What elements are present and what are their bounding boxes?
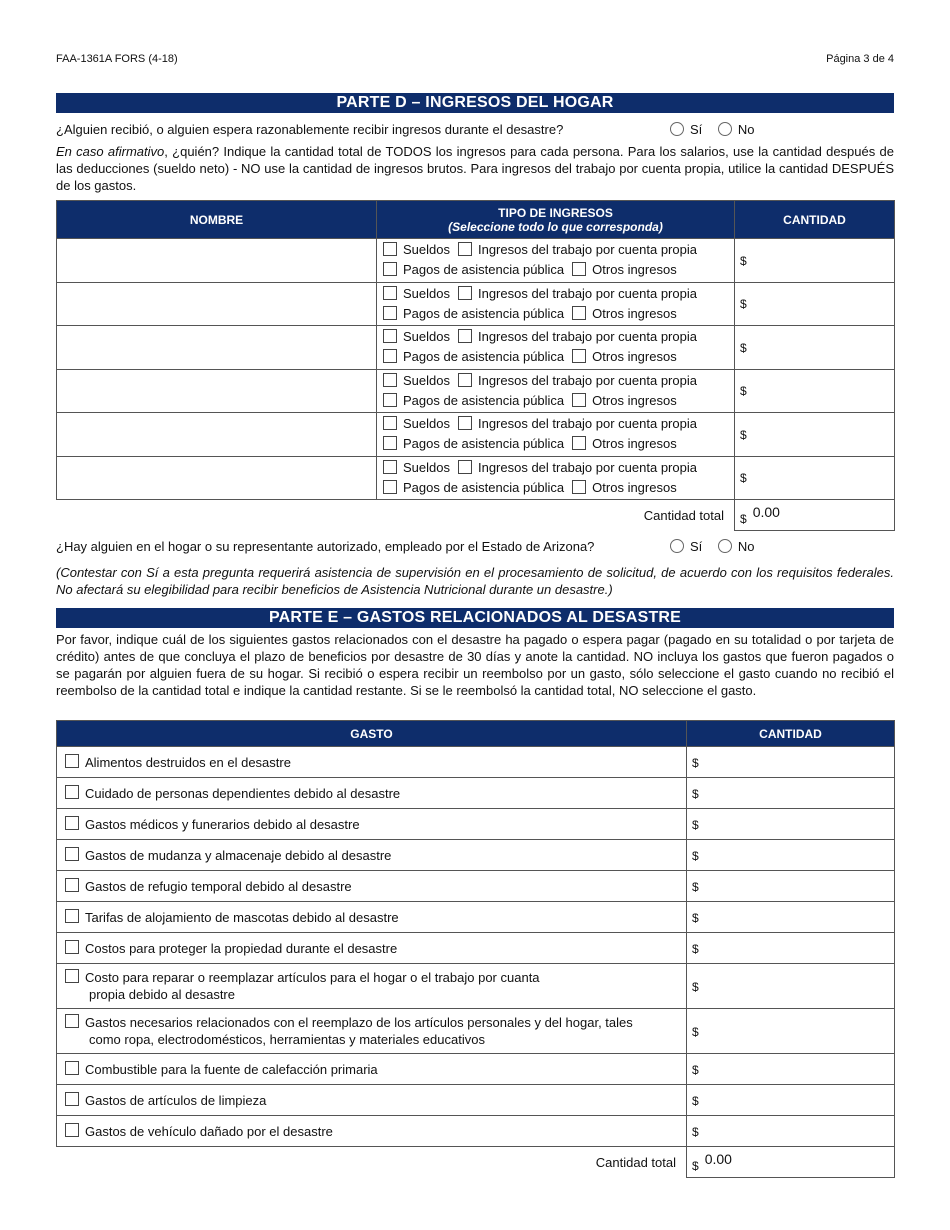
expense-amount-field[interactable] <box>687 871 895 902</box>
income-yes-label: Sí <box>690 122 703 137</box>
income-instructions-italic: En caso afirmativo <box>56 144 165 159</box>
expense-currency: $ <box>692 941 699 956</box>
state-employee-yes-radio[interactable] <box>670 539 684 553</box>
income-total-cell <box>735 500 895 531</box>
expense-row <box>57 809 895 840</box>
income-no-radio[interactable] <box>718 122 732 136</box>
expense-amount-field[interactable] <box>687 840 895 871</box>
income-question-text: ¿Alguien recibió, o alguien espera razonablemente recibir ingresos durante el desastre? <box>56 122 564 137</box>
expense-currency: $ <box>692 910 699 925</box>
wages-label: Sueldos <box>403 242 450 258</box>
other-income-checkbox[interactable] <box>572 306 586 320</box>
col-type-header <box>377 201 735 239</box>
col-name-header: NOMBRE <box>57 201 377 239</box>
income-amount-field[interactable] <box>735 282 895 326</box>
expense-amount-field[interactable] <box>687 778 895 809</box>
part-e-title: PARTE E – GASTOS RELACIONADOS AL DESASTRE <box>56 608 894 628</box>
income-total-label: Cantidad total <box>643 507 724 523</box>
income-name-field[interactable] <box>57 282 377 326</box>
self-employment-label: Ingresos del trabajo por cuenta propia <box>477 459 697 475</box>
other-income-label: Otros ingresos <box>592 392 677 408</box>
income-amount-field[interactable] <box>735 456 895 500</box>
expenses-table <box>56 720 895 1178</box>
self-employment-checkbox[interactable] <box>458 286 472 300</box>
expense-currency: $ <box>692 786 699 801</box>
income-name-field[interactable] <box>57 456 377 500</box>
wages-checkbox[interactable] <box>383 373 397 387</box>
expense-label: Combustible para la fuente de calefacción primaria <box>85 1061 378 1077</box>
self-employment-label: Ingresos del trabajo por cuenta propia <box>477 285 697 301</box>
self-employment-label: Ingresos del trabajo por cuenta propia <box>477 416 697 432</box>
expense-amount-field[interactable] <box>687 1054 895 1085</box>
expense-row <box>57 964 895 1009</box>
other-income-label: Otros ingresos <box>592 262 677 278</box>
expenses-total-currency: $ <box>692 1159 699 1173</box>
expense-currency: $ <box>692 979 699 994</box>
income-yes-radio[interactable] <box>670 122 684 136</box>
income-row <box>57 413 895 457</box>
public-assistance-label: Pagos de asistencia pública <box>403 262 565 278</box>
expense-amount-field[interactable] <box>687 1116 895 1147</box>
expense-currency: $ <box>692 755 699 770</box>
expense-label: Tarifas de alojamiento de mascotas debido al desastre <box>85 909 399 925</box>
income-currency: $ <box>740 297 747 312</box>
income-type-line-2 <box>377 434 734 454</box>
income-row <box>57 282 895 326</box>
public-assistance-label: Pagos de asistencia pública <box>403 349 565 365</box>
other-income-checkbox[interactable] <box>572 393 586 407</box>
wages-label: Sueldos <box>403 329 450 345</box>
col-expense-header: GASTO <box>57 721 687 747</box>
expense-label: Gastos necesarios relacionados con el reemplazo de los artículos personales y del hogar, tales <box>85 1015 633 1030</box>
expenses-total-cell <box>687 1147 895 1178</box>
expense-checkbox[interactable] <box>65 1061 79 1075</box>
expenses-total-label: Cantidad total <box>595 1154 676 1170</box>
state-employee-question <box>56 538 894 556</box>
income-type-line-1 <box>377 458 734 478</box>
public-assistance-checkbox[interactable] <box>383 306 397 320</box>
expense-item-cell <box>57 1116 687 1147</box>
income-name-field[interactable] <box>57 369 377 413</box>
expense-label-continued: propia debido al desastre <box>89 987 235 1002</box>
expense-amount-field[interactable] <box>687 964 895 1009</box>
col-amount-header: CANTIDAD <box>735 201 895 239</box>
col-type-subtitle: (Seleccione todo lo que corresponda) <box>448 219 663 234</box>
income-type-line-2 <box>377 304 734 324</box>
wages-checkbox[interactable] <box>383 460 397 474</box>
expense-label-continued: como ropa, electrodomésticos, herramientas y materiales educativos <box>89 1032 485 1047</box>
expense-amount-field[interactable] <box>687 809 895 840</box>
expense-amount-field[interactable] <box>687 933 895 964</box>
income-no-label: No <box>737 122 755 137</box>
expense-checkbox[interactable] <box>65 1123 79 1137</box>
other-income-checkbox[interactable] <box>572 436 586 450</box>
other-income-checkbox[interactable] <box>572 480 586 494</box>
expense-currency: $ <box>692 848 699 863</box>
income-row <box>57 239 895 283</box>
income-amount-field[interactable] <box>735 326 895 370</box>
income-type-cell <box>377 239 735 283</box>
expense-checkbox[interactable] <box>65 940 79 954</box>
expense-checkbox[interactable] <box>65 1092 79 1106</box>
public-assistance-label: Pagos de asistencia pública <box>403 392 565 408</box>
expense-label: Gastos de vehículo dañado por el desastre <box>85 1123 333 1139</box>
self-employment-label: Ingresos del trabajo por cuenta propia <box>477 242 697 258</box>
wages-checkbox[interactable] <box>383 286 397 300</box>
self-employment-label: Ingresos del trabajo por cuenta propia <box>477 329 697 345</box>
expenses-intro: Por favor, indique cuál de los siguientes gastos relacionados con el desastre ha pagado o espera pagar (pagado en su totalidad o por tarjeta de crédito) antes de que concluya el plazo de beneficios por desastre de 30 días y anote la cantidad. NO incluya los gastos que fueron pagados o se pagarán por alguien fuera de su hogar. Si recibió o espera recibir un reembolso por un gasto, sólo seleccione el gasto cuando no recibió el reembolso de la cantidad total e indique la cantidad restante. Si se le reembolsó la cantidad total, NO seleccione el gasto. <box>56 632 894 698</box>
public-assistance-label: Pagos de asistencia pública <box>403 305 565 321</box>
income-type-line-1 <box>377 371 734 391</box>
expense-currency: $ <box>692 1093 699 1108</box>
other-income-label: Otros ingresos <box>592 479 677 495</box>
expense-label: Gastos de artículos de limpieza <box>85 1092 267 1108</box>
income-type-line-1 <box>377 414 734 434</box>
expense-row <box>57 871 895 902</box>
expense-label: Gastos de mudanza y almacenaje debido al desastre <box>85 847 392 863</box>
income-question <box>56 121 894 139</box>
wages-checkbox[interactable] <box>383 416 397 430</box>
income-amount-field[interactable] <box>735 413 895 457</box>
other-income-label: Otros ingresos <box>592 349 677 365</box>
other-income-label: Otros ingresos <box>592 436 677 452</box>
income-name-field[interactable] <box>57 239 377 283</box>
income-amount-field[interactable] <box>735 369 895 413</box>
expense-amount-field[interactable] <box>687 902 895 933</box>
expenses-total-value: 0.00 <box>704 1151 732 1167</box>
income-instructions <box>56 143 894 194</box>
expense-item-cell <box>57 1054 687 1085</box>
public-assistance-checkbox[interactable] <box>383 349 397 363</box>
self-employment-checkbox[interactable] <box>458 460 472 474</box>
income-currency: $ <box>740 340 747 355</box>
state-employee-yes-label: Sí <box>690 539 703 554</box>
expense-item-cell <box>57 809 687 840</box>
income-type-cell <box>377 456 735 500</box>
income-type-line-2 <box>377 347 734 367</box>
expense-row <box>57 1116 895 1147</box>
expense-label: Costo para reparar o reemplazar artículos para el hogar o el trabajo por cuanta <box>85 970 540 985</box>
income-row <box>57 369 895 413</box>
public-assistance-checkbox[interactable] <box>383 480 397 494</box>
state-employee-no-label: No <box>737 539 755 554</box>
expense-row <box>57 1085 895 1116</box>
income-type-cell <box>377 369 735 413</box>
income-type-line-1 <box>377 240 734 260</box>
expense-row <box>57 840 895 871</box>
income-name-field[interactable] <box>57 326 377 370</box>
expense-label: Alimentos destruidos en el desastre <box>85 754 291 770</box>
expense-checkbox[interactable] <box>65 878 79 892</box>
expense-amount-field[interactable] <box>687 1009 895 1054</box>
expense-row <box>57 1009 895 1054</box>
public-assistance-checkbox[interactable] <box>383 436 397 450</box>
other-income-checkbox[interactable] <box>572 262 586 276</box>
income-type-cell <box>377 326 735 370</box>
expense-checkbox[interactable] <box>65 816 79 830</box>
self-employment-label: Ingresos del trabajo por cuenta propia <box>477 372 697 388</box>
public-assistance-checkbox[interactable] <box>383 262 397 276</box>
expense-currency: $ <box>692 817 699 832</box>
expense-label: Cuidado de personas dependientes debido al desastre <box>85 785 401 801</box>
wages-checkbox[interactable] <box>383 329 397 343</box>
self-employment-checkbox[interactable] <box>458 329 472 343</box>
self-employment-checkbox[interactable] <box>458 373 472 387</box>
other-income-checkbox[interactable] <box>572 349 586 363</box>
state-employee-question-text: ¿Hay alguien en el hogar o su representante autorizado, empleado por el Estado de Arizona? <box>56 539 595 554</box>
expense-item-cell <box>57 778 687 809</box>
income-row <box>57 326 895 370</box>
income-type-line-2 <box>377 478 734 498</box>
state-employee-no-radio[interactable] <box>718 539 732 553</box>
expense-checkbox[interactable] <box>65 1014 79 1028</box>
expense-currency: $ <box>692 1062 699 1077</box>
expense-label: Gastos médicos y funerarios debido al desastre <box>85 816 360 832</box>
expense-item-cell <box>57 933 687 964</box>
expense-row <box>57 1054 895 1085</box>
wages-label: Sueldos <box>403 372 450 388</box>
self-employment-checkbox[interactable] <box>458 242 472 256</box>
income-instructions-text: , ¿quién? Indique la cantidad total de TODOS los ingresos para cada persona. Para los salarios, use la cantidad después de las deducciones (sueldo neto) - NO use la cantidad de ingresos brutos. Para ingresos del trabajo por cuenta propia, utilice la cantidad DESPUÉS de los gastos. <box>56 144 894 193</box>
expense-item-cell <box>57 747 687 778</box>
income-amount-field[interactable] <box>735 239 895 283</box>
expense-amount-field[interactable] <box>687 747 895 778</box>
income-type-line-2 <box>377 260 734 280</box>
part-d-title: PARTE D – INGRESOS DEL HOGAR <box>56 93 894 113</box>
expense-item-cell <box>57 840 687 871</box>
wages-label: Sueldos <box>403 285 450 301</box>
col-type-title: TIPO DE INGRESOS <box>498 205 613 220</box>
state-employee-note: (Contestar con Sí a esta pregunta requerirá asistencia de supervisión en el procesamiento de solicitud, de acuerdo con los requisitos federales. No afectará su elegibilidad para recibir beneficios de Asistencia Nutricional durante un desastre.) <box>56 565 894 597</box>
wages-label: Sueldos <box>403 416 450 432</box>
expense-item-cell <box>57 902 687 933</box>
self-employment-checkbox[interactable] <box>458 416 472 430</box>
expense-row <box>57 902 895 933</box>
expense-item-cell <box>57 964 687 1009</box>
other-income-label: Otros ingresos <box>592 305 677 321</box>
expense-row <box>57 747 895 778</box>
public-assistance-checkbox[interactable] <box>383 393 397 407</box>
page-number: Página 3 de 4 <box>826 53 894 65</box>
income-type-line-1 <box>377 327 734 347</box>
public-assistance-label: Pagos de asistencia pública <box>403 436 565 452</box>
public-assistance-label: Pagos de asistencia pública <box>403 479 565 495</box>
income-table <box>56 200 895 531</box>
expense-currency: $ <box>692 879 699 894</box>
expense-currency: $ <box>692 1024 699 1039</box>
col-expense-amount-header: CANTIDAD <box>687 721 895 747</box>
income-total-value: 0.00 <box>752 504 780 520</box>
expense-checkbox[interactable] <box>65 909 79 923</box>
expense-item-cell <box>57 1009 687 1054</box>
income-row <box>57 456 895 500</box>
expense-item-cell <box>57 871 687 902</box>
expense-checkbox[interactable] <box>65 785 79 799</box>
income-total-currency: $ <box>740 512 747 526</box>
expense-checkbox[interactable] <box>65 969 79 983</box>
income-currency: $ <box>740 427 747 442</box>
expense-checkbox[interactable] <box>65 754 79 768</box>
income-name-field[interactable] <box>57 413 377 457</box>
expense-amount-field[interactable] <box>687 1085 895 1116</box>
expense-label: Costos para proteger la propiedad durante el desastre <box>85 940 398 956</box>
expense-row <box>57 933 895 964</box>
income-currency: $ <box>740 384 747 399</box>
income-type-line-2 <box>377 391 734 411</box>
income-currency: $ <box>740 253 747 268</box>
expense-currency: $ <box>692 1124 699 1139</box>
income-type-line-1 <box>377 284 734 304</box>
expense-row <box>57 778 895 809</box>
income-type-cell <box>377 413 735 457</box>
wages-checkbox[interactable] <box>383 242 397 256</box>
expense-item-cell <box>57 1085 687 1116</box>
income-currency: $ <box>740 471 747 486</box>
expense-checkbox[interactable] <box>65 847 79 861</box>
form-id: FAA-1361A FORS (4-18) <box>56 53 178 65</box>
income-type-cell <box>377 282 735 326</box>
expense-label: Gastos de refugio temporal debido al desastre <box>85 878 352 894</box>
wages-label: Sueldos <box>403 459 450 475</box>
